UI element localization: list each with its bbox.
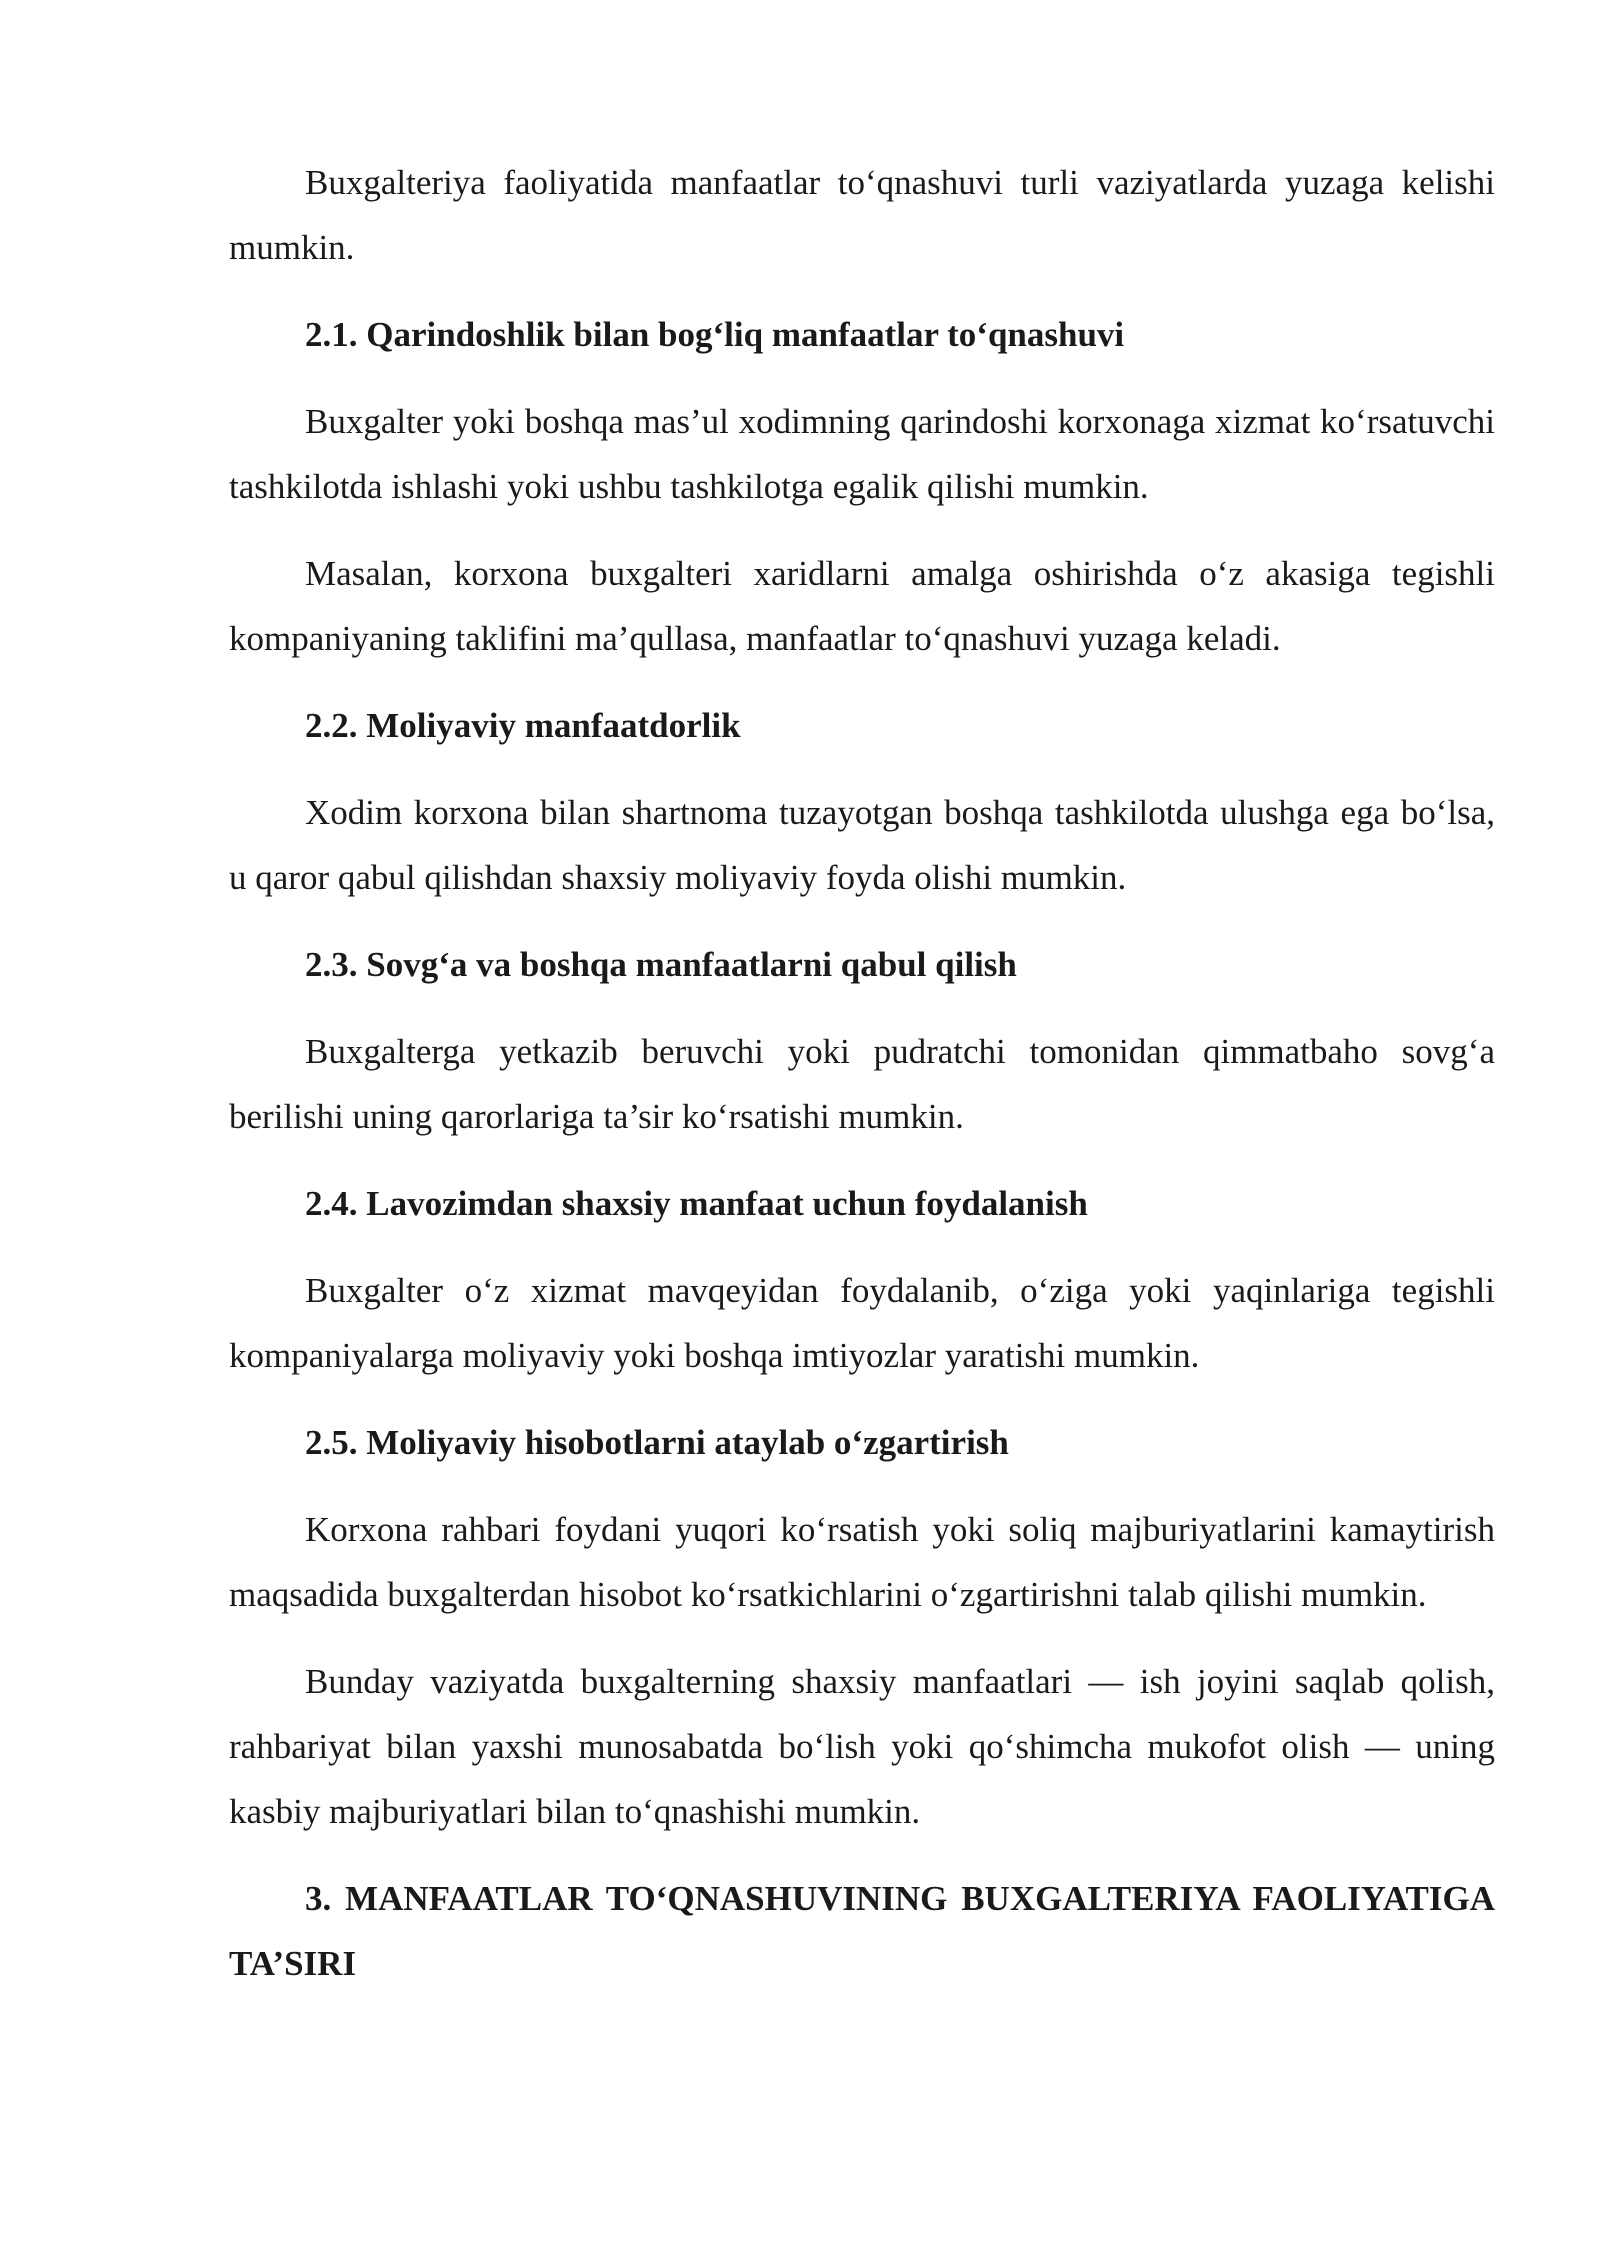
paragraph-2-2: Xodim korxona bilan shartnoma tuzayotgan boshqa tashkilotda ulushga ega bo‘lsa, u qaror qabul qilishdan shaxsiy moliyaviy foyda olishi mumkin. (229, 793, 1495, 897)
heading-2-1: 2.1. Qarindoshlik bilan bog‘liq manfaatlar to‘qnashuvi (305, 315, 1125, 354)
paragraph-2-5-b: Bunday vaziyatda buxgalterning shaxsiy manfaatlari — ish joyini saqlab qolish, rahbariyat bilan yaxshi munosabatda bo‘lish yoki qo‘shimcha mukofot olish — uning kasbiy majburiyatlari bilan to‘qnashishi mumkin. (229, 1662, 1495, 1831)
paragraph-2-4: Buxgalter o‘z xizmat mavqeyidan foydalanib, o‘ziga yoki yaqinlariga tegishli kompaniyalarga moliyaviy yoki boshqa imtiyozlar yaratishi mumkin. (229, 1271, 1495, 1375)
section-3-heading: 3. MANFAATLAR TO‘QNASHUVINING BUXGALTERIYA FAOLIYATIGA TA’SIRI (229, 1879, 1495, 1983)
heading-2-5: 2.5. Moliyaviy hisobotlarni ataylab o‘zgartirish (305, 1423, 1009, 1462)
paragraph-2-3: Buxgalterga yetkazib beruvchi yoki pudratchi tomonidan qimmatbaho sovg‘a berilishi uning qarorlariga ta’sir ko‘rsatishi mumkin. (229, 1032, 1495, 1136)
paragraph-2-1-b: Masalan, korxona buxgalteri xaridlarni amalga oshirishda o‘z akasiga tegishli kompaniyaning taklifini ma’qullasa, manfaatlar to‘qnashuvi yuzaga keladi. (229, 554, 1495, 658)
heading-2-3: 2.3. Sovg‘a va boshqa manfaatlarni qabul qilish (305, 945, 1017, 984)
intro-paragraph: Buxgalteriya faoliyatida manfaatlar to‘qnashuvi turli vaziyatlarda yuzaga kelishi mumkin. (229, 163, 1495, 267)
heading-2-2: 2.2. Moliyaviy manfaatdorlik (305, 706, 741, 745)
paragraph-2-1-a: Buxgalter yoki boshqa mas’ul xodimning qarindoshi korxonaga xizmat ko‘rsatuvchi tashkilotda ishlashi yoki ushbu tashkilotga egalik qilishi mumkin. (229, 402, 1495, 506)
paragraph-2-5-a: Korxona rahbari foydani yuqori ko‘rsatish yoki soliq majburiyatlarini kamaytirish maqsadida buxgalterdan hisobot ko‘rsatkichlarini o‘zgartirishni talab qilishi mumkin. (229, 1510, 1495, 1614)
heading-2-4: 2.4. Lavozimdan shaxsiy manfaat uchun foydalanish (305, 1184, 1088, 1223)
document-page (229, 150, 1495, 1996)
